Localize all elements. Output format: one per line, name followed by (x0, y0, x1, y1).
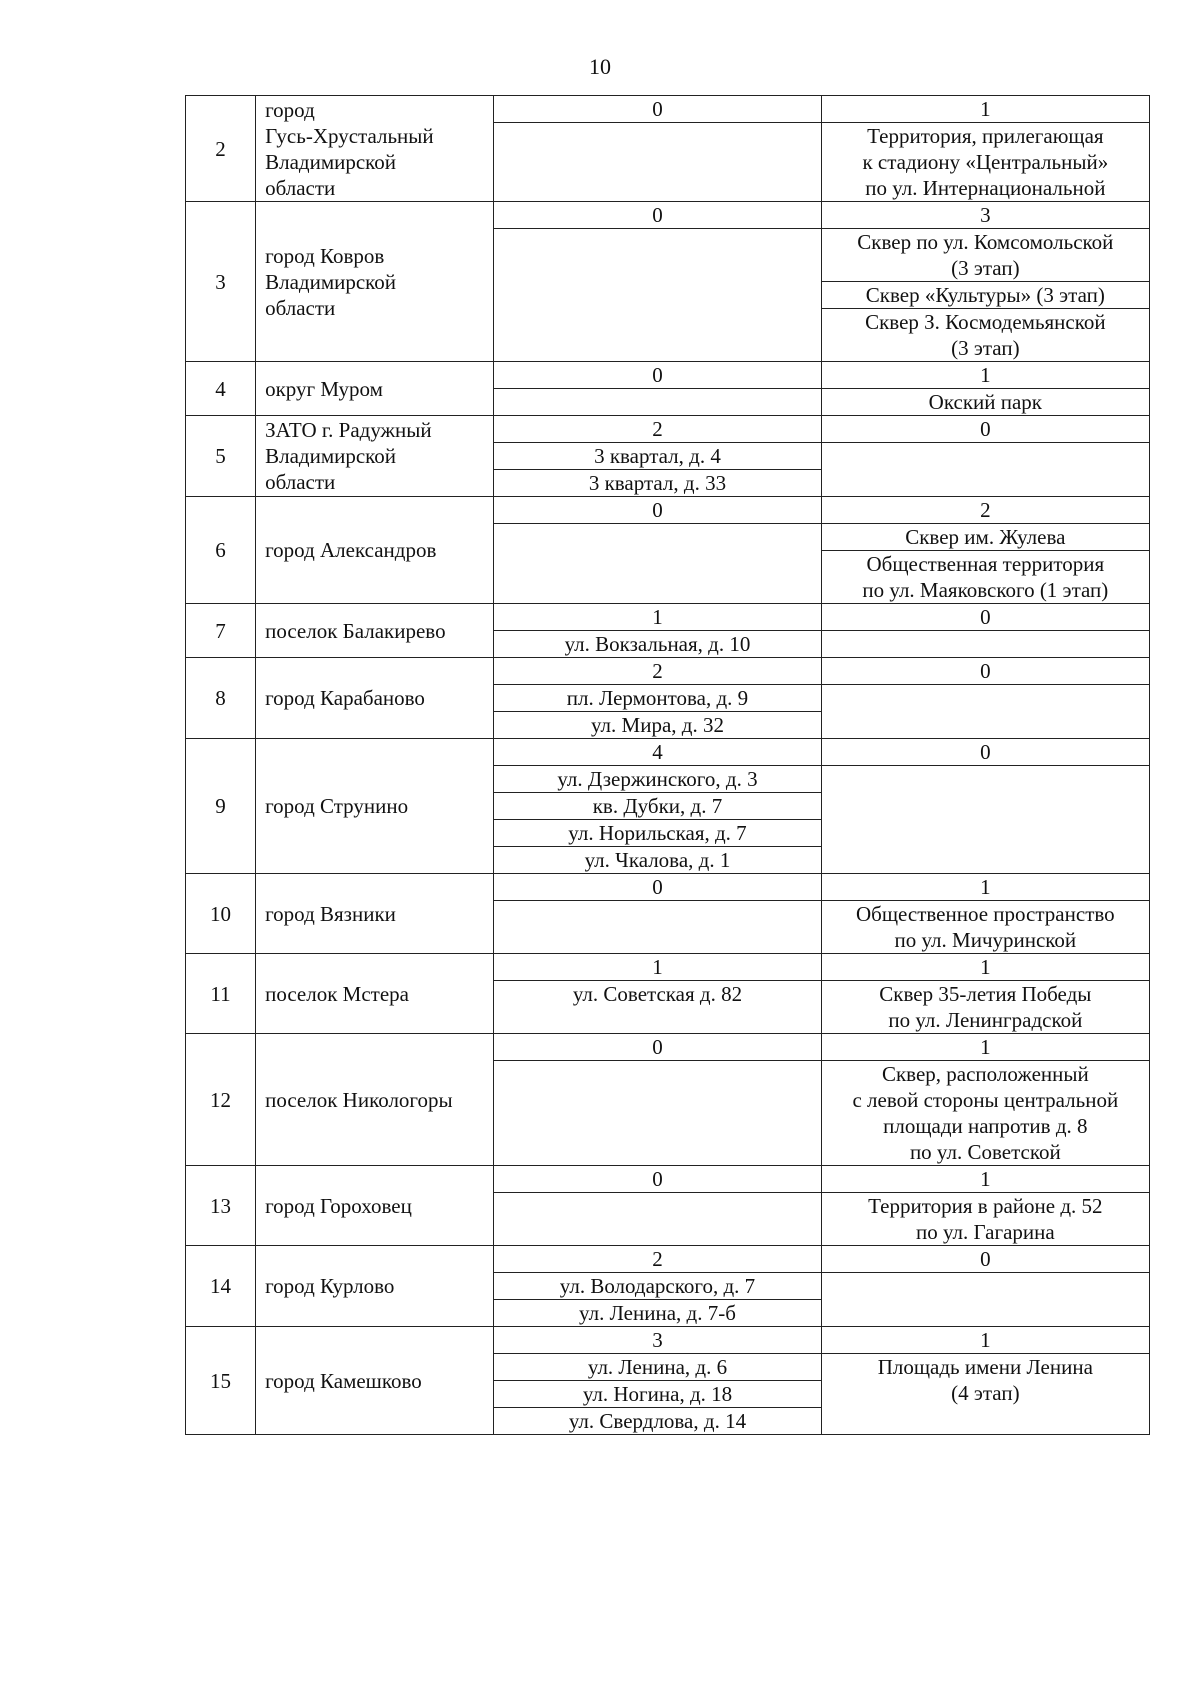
text-line: по ул. Советской (909, 1140, 1061, 1164)
table-row (186, 96, 1150, 202)
address-item (822, 551, 1149, 603)
row-number: 6 (186, 497, 256, 604)
text-line: ул. Норильская, д. 7 (568, 821, 747, 845)
text-line: ул. Чкалова, д. 1 (584, 848, 731, 872)
yards-cell (494, 96, 821, 202)
text-line: ул. Ногина, д. 18 (582, 1382, 733, 1406)
count-value: 0 (494, 874, 820, 901)
empty-cell (494, 229, 820, 361)
yards-cell (494, 1166, 821, 1246)
municipality-name (256, 658, 494, 739)
table-row (186, 416, 1150, 497)
address-item (822, 389, 1149, 415)
address-item (494, 847, 820, 873)
public-spaces-cell (821, 1034, 1149, 1166)
table-row (186, 362, 1150, 416)
address-item (822, 901, 1149, 953)
text-line: 3 квартал, д. 4 (594, 444, 721, 468)
municipality-name (256, 416, 494, 497)
empty-cell (822, 631, 1149, 657)
count-value: 2 (494, 1246, 820, 1273)
row-number: 10 (186, 874, 256, 954)
count-value: 0 (822, 416, 1149, 443)
public-spaces-cell (821, 1327, 1149, 1435)
text-line: поселок Никологоры (265, 1087, 453, 1112)
text-line: области (265, 175, 336, 200)
count-value: 3 (494, 1327, 820, 1354)
public-spaces-cell (821, 739, 1149, 874)
table-row (186, 604, 1150, 658)
public-spaces-cell (821, 1246, 1149, 1327)
row-number: 12 (186, 1034, 256, 1166)
count-value: 0 (822, 604, 1149, 631)
text-line: ул. Володарского, д. 7 (559, 1274, 756, 1298)
address-item (494, 793, 820, 820)
text-line: город Струнино (265, 794, 409, 818)
text-line: город Александров (265, 538, 437, 562)
table-row (186, 658, 1150, 739)
text-line: город Камешково (265, 1368, 422, 1393)
count-value: 2 (494, 658, 820, 685)
yards-cell (494, 1327, 821, 1435)
text-line: округ Муром (265, 376, 383, 401)
count-value: 0 (822, 658, 1149, 685)
public-spaces-cell (821, 874, 1149, 954)
table-row (186, 874, 1150, 954)
text-line: Территория, прилегающая (867, 124, 1104, 148)
text-line: Владимирской (265, 444, 397, 468)
count-value: 2 (822, 497, 1149, 524)
count-value: 0 (494, 362, 820, 389)
table-row (186, 497, 1150, 604)
address-item (822, 1061, 1149, 1165)
row-number: 7 (186, 604, 256, 658)
row-number: 2 (186, 96, 256, 202)
territories-table (185, 95, 1150, 1435)
text-line: (4 этап) (951, 1381, 1020, 1405)
text-line: по ул. Интернациональной (865, 176, 1106, 200)
row-number: 13 (186, 1166, 256, 1246)
municipality-name (256, 202, 494, 362)
municipality-name (256, 1246, 494, 1327)
text-line: Гусь-Хрустальный (265, 123, 434, 148)
yards-cell (494, 874, 821, 954)
empty-cell (822, 443, 1149, 496)
yards-cell (494, 604, 821, 658)
address-item (822, 1193, 1149, 1245)
public-spaces-cell (821, 497, 1149, 604)
text-line: Сквер «Культуры» (3 этап) (865, 283, 1105, 307)
municipality-name (256, 96, 494, 202)
row-number: 5 (186, 416, 256, 497)
text-line: ул. Ленина, д. 7-б (579, 1301, 736, 1325)
empty-cell (822, 1273, 1149, 1326)
text-line: Сквер 35-летия Победы (879, 982, 1092, 1006)
public-spaces-cell (821, 362, 1149, 416)
text-line: (3 этап) (951, 336, 1020, 360)
address-item (494, 1408, 820, 1434)
text-line: город Курлово (265, 1274, 395, 1298)
empty-cell (494, 123, 820, 201)
text-line: ул. Мира, д. 32 (590, 713, 724, 737)
table-row (186, 954, 1150, 1034)
row-number: 8 (186, 658, 256, 739)
municipality-name (256, 604, 494, 658)
row-number: 15 (186, 1327, 256, 1435)
text-line: город Ковров (265, 243, 385, 268)
municipality-name (256, 739, 494, 874)
table-row (186, 1246, 1150, 1327)
text-line: город Гороховец (265, 1193, 412, 1218)
count-value: 4 (494, 739, 820, 766)
address-item (494, 470, 820, 496)
text-line: пл. Лермонтова, д. 9 (566, 686, 749, 710)
municipality-name (256, 1166, 494, 1246)
text-line: ул. Дзержинского, д. 3 (557, 767, 758, 791)
municipality-name (256, 954, 494, 1034)
count-value: 1 (494, 604, 820, 631)
count-value: 1 (822, 1166, 1149, 1193)
yards-cell (494, 1246, 821, 1327)
municipality-name (256, 1327, 494, 1435)
text-line: с левой стороны центральной (852, 1088, 1119, 1112)
municipality-name (256, 874, 494, 954)
address-item (494, 1381, 820, 1408)
row-number: 4 (186, 362, 256, 416)
public-spaces-cell (821, 954, 1149, 1034)
text-line: области (265, 295, 336, 320)
municipality-name (256, 497, 494, 604)
address-item (822, 229, 1149, 282)
row-number: 3 (186, 202, 256, 362)
table-row (186, 739, 1150, 874)
empty-cell (494, 1061, 820, 1165)
text-line: ул. Советская д. 82 (572, 982, 743, 1006)
count-value: 1 (822, 1034, 1149, 1061)
address-item (822, 1354, 1149, 1406)
empty-cell (494, 389, 820, 415)
count-value: 0 (494, 1034, 820, 1061)
text-line: ул. Вокзальная, д. 10 (564, 632, 751, 656)
address-item (822, 981, 1149, 1033)
text-line: кв. Дубки, д. 7 (592, 794, 723, 818)
address-item (494, 1300, 820, 1326)
yards-cell (494, 1034, 821, 1166)
yards-cell (494, 739, 821, 874)
empty-cell (494, 1193, 820, 1245)
public-spaces-cell (821, 604, 1149, 658)
address-item (494, 1354, 820, 1381)
public-spaces-cell (821, 416, 1149, 497)
empty-cell (494, 524, 820, 603)
address-item (494, 820, 820, 847)
public-spaces-cell (821, 202, 1149, 362)
text-line: Общественное пространство (856, 902, 1115, 926)
count-value: 1 (494, 954, 820, 981)
text-line: ул. Ленина, д. 6 (587, 1355, 728, 1379)
count-value: 0 (494, 96, 820, 123)
municipality-name (256, 1034, 494, 1166)
address-item (494, 766, 820, 793)
public-spaces-cell (821, 96, 1149, 202)
address-item (494, 443, 820, 470)
text-line: к стадиону «Центральный» (862, 150, 1109, 174)
text-line: 3 квартал, д. 33 (588, 471, 727, 495)
address-item (822, 123, 1149, 201)
address-item (494, 712, 820, 738)
text-line: Владимирской (265, 269, 397, 294)
address-item (494, 1273, 820, 1300)
count-value: 3 (822, 202, 1149, 229)
text-line: ул. Свердлова, д. 14 (568, 1409, 747, 1433)
yards-cell (494, 954, 821, 1034)
row-number: 9 (186, 739, 256, 874)
text-line: поселок Балакирево (265, 618, 446, 643)
count-value: 2 (494, 416, 820, 443)
yards-cell (494, 497, 821, 604)
yards-cell (494, 202, 821, 362)
address-item (822, 309, 1149, 361)
table-row (186, 202, 1150, 362)
count-value: 1 (822, 1327, 1149, 1354)
count-value: 1 (822, 362, 1149, 389)
table-row (186, 1166, 1150, 1246)
address-item (494, 631, 820, 657)
text-line: площади напротив д. 8 (883, 1114, 1088, 1138)
text-line: город (265, 97, 315, 122)
text-line: поселок Мстера (265, 981, 409, 1006)
count-value: 0 (494, 1166, 820, 1193)
address-item (822, 524, 1149, 551)
empty-cell (494, 901, 820, 953)
text-line: по ул. Маяковского (1 этап) (862, 578, 1109, 602)
count-value: 0 (822, 739, 1149, 766)
text-line: (3 этап) (951, 256, 1020, 280)
yards-cell (494, 658, 821, 739)
table-row (186, 1034, 1150, 1166)
yards-cell (494, 416, 821, 497)
text-line: по ул. Мичуринской (894, 928, 1077, 952)
count-value: 0 (494, 497, 820, 524)
yards-cell (494, 362, 821, 416)
row-number: 14 (186, 1246, 256, 1327)
text-line: город Карабаново (265, 686, 425, 710)
text-line: Владимирской (265, 149, 397, 174)
count-value: 1 (822, 874, 1149, 901)
text-line: Площадь имени Ленина (877, 1355, 1093, 1379)
row-number: 11 (186, 954, 256, 1034)
count-value: 0 (494, 202, 820, 229)
municipality-name (256, 362, 494, 416)
address-item (494, 685, 820, 712)
count-value: 0 (822, 1246, 1149, 1273)
empty-cell (822, 766, 1149, 873)
count-value: 1 (822, 96, 1149, 123)
table-body (186, 96, 1150, 1435)
text-line: по ул. Ленинградской (888, 1008, 1083, 1032)
text-line: Территория в районе д. 52 (868, 1194, 1103, 1218)
count-value: 1 (822, 954, 1149, 981)
text-line: Сквер по ул. Комсомольской (857, 230, 1114, 254)
text-line: области (265, 470, 336, 494)
address-item (822, 282, 1149, 309)
text-line: город Вязники (265, 901, 396, 926)
public-spaces-cell (821, 658, 1149, 739)
text-line: Окский парк (928, 390, 1043, 414)
text-line: по ул. Гагарина (915, 1220, 1055, 1244)
address-item (494, 981, 820, 1007)
public-spaces-cell (821, 1166, 1149, 1246)
text-line: Сквер З. Космодемьянской (865, 310, 1106, 334)
text-line: Общественная территория (866, 552, 1105, 576)
empty-cell (822, 685, 1149, 738)
table-row (186, 1327, 1150, 1435)
text-line: Сквер, расположенный (881, 1062, 1089, 1086)
text-line: Сквер им. Жулева (905, 525, 1066, 549)
page-number: 10 (589, 54, 611, 79)
text-line: ЗАТО г. Радужный (265, 418, 432, 442)
